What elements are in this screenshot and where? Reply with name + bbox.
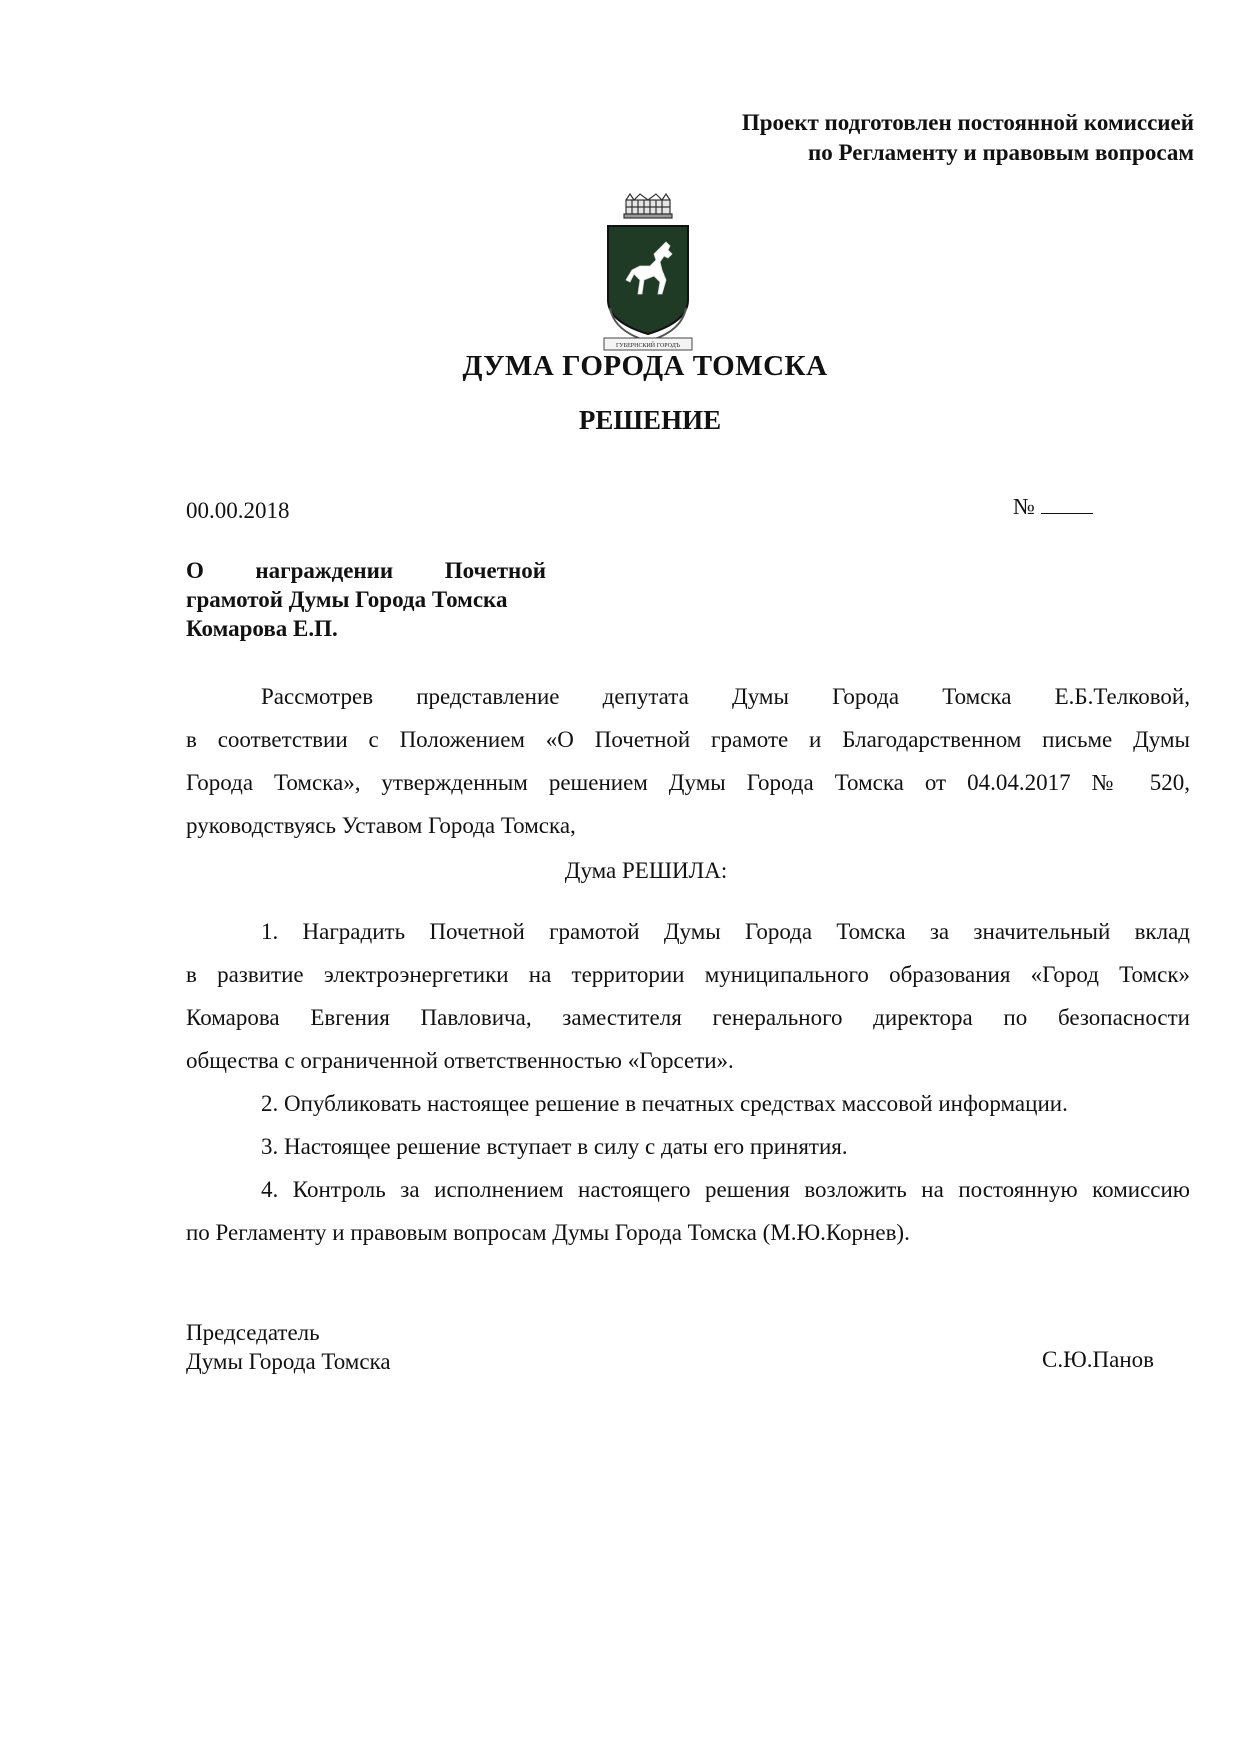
subject-line-1: [186, 556, 546, 585]
item-4-line-1: 4. Контроль за исполнением настоящего решения возложить на постоянную комиссию: [261, 1177, 1190, 1202]
subject-word-2: награждении: [255, 558, 394, 583]
preamble-line-4: руководствуясь Уставом Города Томска,: [186, 813, 576, 838]
document-type: РЕШЕНИЕ: [578, 405, 722, 435]
preamble-line-2: в соответствии с Положением «О Почетной грамоте и Благодарственном письме Думы: [186, 727, 1190, 752]
subject-word-3: Почетной: [444, 558, 546, 583]
item-1-line-4: общества с ограниченной ответственностью «Горсети».: [186, 1048, 734, 1073]
signatory-title-line-2: Думы Города Томска: [186, 1349, 391, 1374]
shield-icon: [608, 226, 688, 334]
decision-heading: Дума РЕШИЛА:: [564, 858, 728, 883]
item-1-line-3: Комарова Евгения Павловича, заместителя генерального директора по безопасности: [186, 1005, 1190, 1030]
item-4-line-2: по Регламенту и правовым вопросам Думы Города Томска (М.Ю.Корнев).: [186, 1220, 910, 1245]
subject-line-2: грамотой Думы Города Томска: [186, 587, 508, 612]
crown-icon: [624, 194, 672, 218]
signatory-title: [186, 1318, 391, 1376]
number-blank: [1041, 493, 1093, 514]
item-1-line-2: в развитие электроэнергетики на территории муниципального образования «Город Томск»: [186, 962, 1190, 987]
project-note-line-1: Проект подготовлен постоянной комиссией: [741, 110, 1194, 135]
item-3: 3. Настоящее решение вступает в силу с даты его принятия.: [261, 1134, 848, 1159]
project-note-line-2: по Регламенту и правовым вопросам: [807, 140, 1194, 165]
decision-date: 00.00.2018: [186, 498, 290, 523]
organization-title: ДУМА ГОРОДА ТОМСКА: [462, 350, 828, 382]
project-note: [494, 108, 1194, 168]
signatory-title-line-1: Председатель: [186, 1320, 320, 1345]
preamble-line-3: Города Томска», утвержденным решением Думы Города Томска от 04.04.2017 № 520,: [186, 770, 1190, 795]
decision-subject: [186, 556, 546, 643]
city-coat-of-arms: [600, 190, 696, 356]
preamble: [186, 675, 1190, 847]
ribbon-icon: [604, 338, 692, 350]
signatory-name: С.Ю.Панов: [1042, 1347, 1154, 1372]
decision-number: [1013, 493, 1093, 520]
number-label: №: [1013, 494, 1035, 519]
subject-word-1: О: [186, 558, 204, 583]
subject-line-3: Комарова Е.П.: [186, 616, 338, 641]
preamble-line-1: Рассмотрев представление депутата Думы Города Томска Е.Б.Телковой,: [261, 684, 1190, 709]
item-1-line-1: 1. Наградить Почетной грамотой Думы Города Томска за значительный вклад: [261, 919, 1190, 944]
ribbon-text: ГУБЕРНСКИЙ ГОРОДЪ: [615, 343, 681, 349]
item-2: 2. Опубликовать настоящее решение в печатных средствах массовой информации.: [261, 1091, 1068, 1116]
decision-items: [186, 910, 1190, 1254]
